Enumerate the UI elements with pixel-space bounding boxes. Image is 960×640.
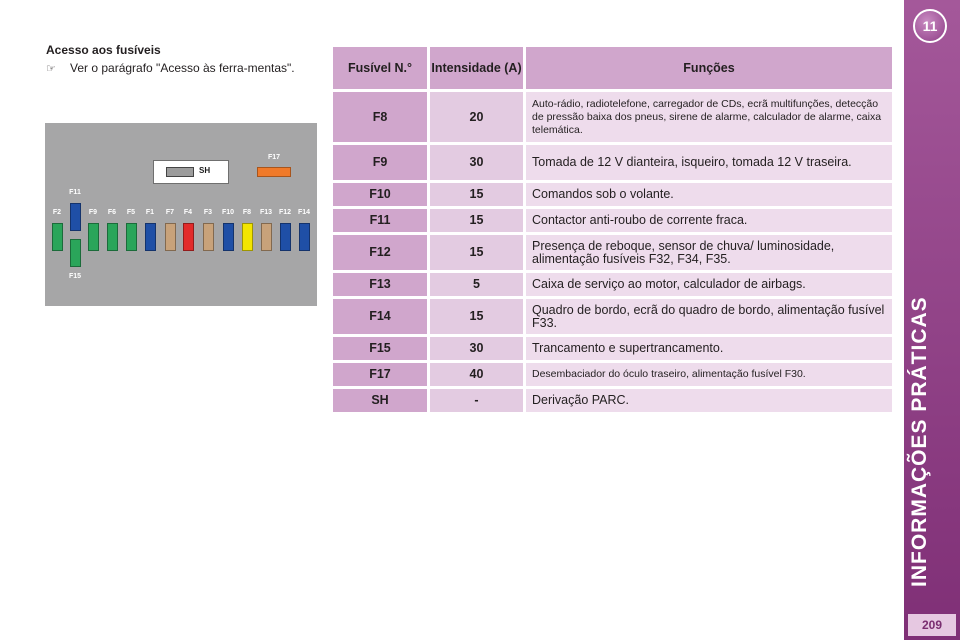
- fuse-f8: [242, 223, 253, 251]
- fuse-f9: [88, 223, 99, 251]
- fuse-label-f6: F6: [107, 209, 117, 216]
- cell-fuse: F15: [333, 337, 430, 360]
- sh-shunt-chip: [166, 167, 194, 177]
- fuse-f17: [257, 167, 291, 177]
- cell-function: Comandos sob o volante.: [526, 183, 892, 206]
- cell-function: Quadro de bordo, ecrã do quadro de bordo, alimentação fusível F33.: [526, 299, 892, 334]
- pointing-hand-icon: ☞: [46, 63, 56, 75]
- cell-amps: 30: [430, 145, 526, 180]
- table-row: [333, 337, 892, 360]
- cell-amps: 20: [430, 92, 526, 142]
- fuse-f11: [70, 203, 81, 231]
- fuse-f13: [261, 223, 272, 251]
- cell-amps: 5: [430, 273, 526, 296]
- fuse-label-f17: F17: [267, 154, 281, 161]
- cell-amps: 15: [430, 235, 526, 270]
- fuse-box-diagram: [45, 123, 317, 306]
- fuse-f7: [165, 223, 176, 251]
- cell-function: Caixa de serviço ao motor, calculador de airbags.: [526, 273, 892, 296]
- cell-amps: 15: [430, 183, 526, 206]
- fuse-label-f13: F13: [259, 209, 273, 216]
- sh-shunt-box: [153, 160, 229, 184]
- fuse-f10: [223, 223, 234, 251]
- fuse-label-f3: F3: [203, 209, 213, 216]
- cell-fuse: F13: [333, 273, 430, 296]
- table-row: [333, 209, 892, 232]
- cell-amps: 15: [430, 299, 526, 334]
- table-row: [333, 183, 892, 206]
- cell-fuse: SH: [333, 389, 430, 412]
- intro-text: Ver o parágrafo "Acesso às ferra-mentas".: [70, 61, 295, 75]
- table-header-row: [333, 47, 892, 89]
- header-functions: Funções: [526, 47, 892, 89]
- cell-fuse: F14: [333, 299, 430, 334]
- fuse-label-f11: F11: [69, 189, 81, 196]
- cell-function: Trancamento e supertrancamento.: [526, 337, 892, 360]
- cell-fuse: F12: [333, 235, 430, 270]
- cell-amps: 40: [430, 363, 526, 386]
- fuse-label-f1: F1: [145, 209, 155, 216]
- fuse-f1: [145, 223, 156, 251]
- cell-fuse: F11: [333, 209, 430, 232]
- cell-amps: 30: [430, 337, 526, 360]
- fuse-f5: [126, 223, 137, 251]
- fuse-label-f15: F15: [68, 273, 82, 280]
- fuse-label-f14: F14: [297, 209, 311, 216]
- cell-amps: -: [430, 389, 526, 412]
- chapter-title: INFORMAÇÕES PRÁTICAS: [908, 296, 931, 587]
- fuse-table: [333, 44, 892, 415]
- fuse-f3: [203, 223, 214, 251]
- cell-function: Tomada de 12 V dianteira, isqueiro, tomada 12 V traseira.: [526, 145, 892, 180]
- cell-function: Contactor anti-roubo de corrente fraca.: [526, 209, 892, 232]
- cell-function: Desembaciador do óculo traseiro, alimentação fusível F30.: [526, 363, 892, 386]
- fuse-label-f8: F8: [242, 209, 252, 216]
- chapter-number-badge: 11: [913, 9, 947, 43]
- table-row: [333, 363, 892, 386]
- header-amperage: Intensidade (A): [430, 47, 526, 89]
- cell-fuse: F10: [333, 183, 430, 206]
- fuse-f15: [70, 239, 81, 267]
- header-fuse-number: Fusível N.°: [333, 47, 430, 89]
- section-heading: Acesso aos fusíveis: [46, 43, 161, 57]
- fuse-label-f10: F10: [221, 209, 235, 216]
- cell-function: Auto-rádio, radiotelefone, carregador de CDs, ecrã multifunções, detecção de pressão baixa dos pneus, sirene de alarme, calculador de alarme, caixa telemática.: [526, 92, 892, 142]
- fuse-f14: [299, 223, 310, 251]
- page-number: 209: [908, 614, 956, 636]
- cell-function: Presença de reboque, sensor de chuva/ luminosidade, alimentação fusíveis F32, F34, F35.: [526, 235, 892, 270]
- cell-fuse: F8: [333, 92, 430, 142]
- fuse-f6: [107, 223, 118, 251]
- fuse-f2: [52, 223, 63, 251]
- table-row: [333, 235, 892, 270]
- fuse-label-f5: F5: [126, 209, 136, 216]
- fuse-label-f2: F2: [52, 209, 62, 216]
- cell-fuse: F17: [333, 363, 430, 386]
- intro-list-item: [46, 61, 318, 77]
- table-row: [333, 273, 892, 296]
- fuse-label-f9: F9: [88, 209, 98, 216]
- table-row: [333, 92, 892, 142]
- fuse-label-f12: F12: [278, 209, 292, 216]
- fuse-label-f7: F7: [165, 209, 175, 216]
- cell-amps: 15: [430, 209, 526, 232]
- cell-fuse: F9: [333, 145, 430, 180]
- table-row: [333, 389, 892, 412]
- sh-label: SH: [199, 166, 211, 175]
- table-row: [333, 299, 892, 334]
- table-row: [333, 145, 892, 180]
- fuse-f12: [280, 223, 291, 251]
- cell-function: Derivação PARC.: [526, 389, 892, 412]
- chapter-sidebar: [904, 0, 960, 640]
- fuse-f4: [183, 223, 194, 251]
- fuse-label-f4: F4: [183, 209, 193, 216]
